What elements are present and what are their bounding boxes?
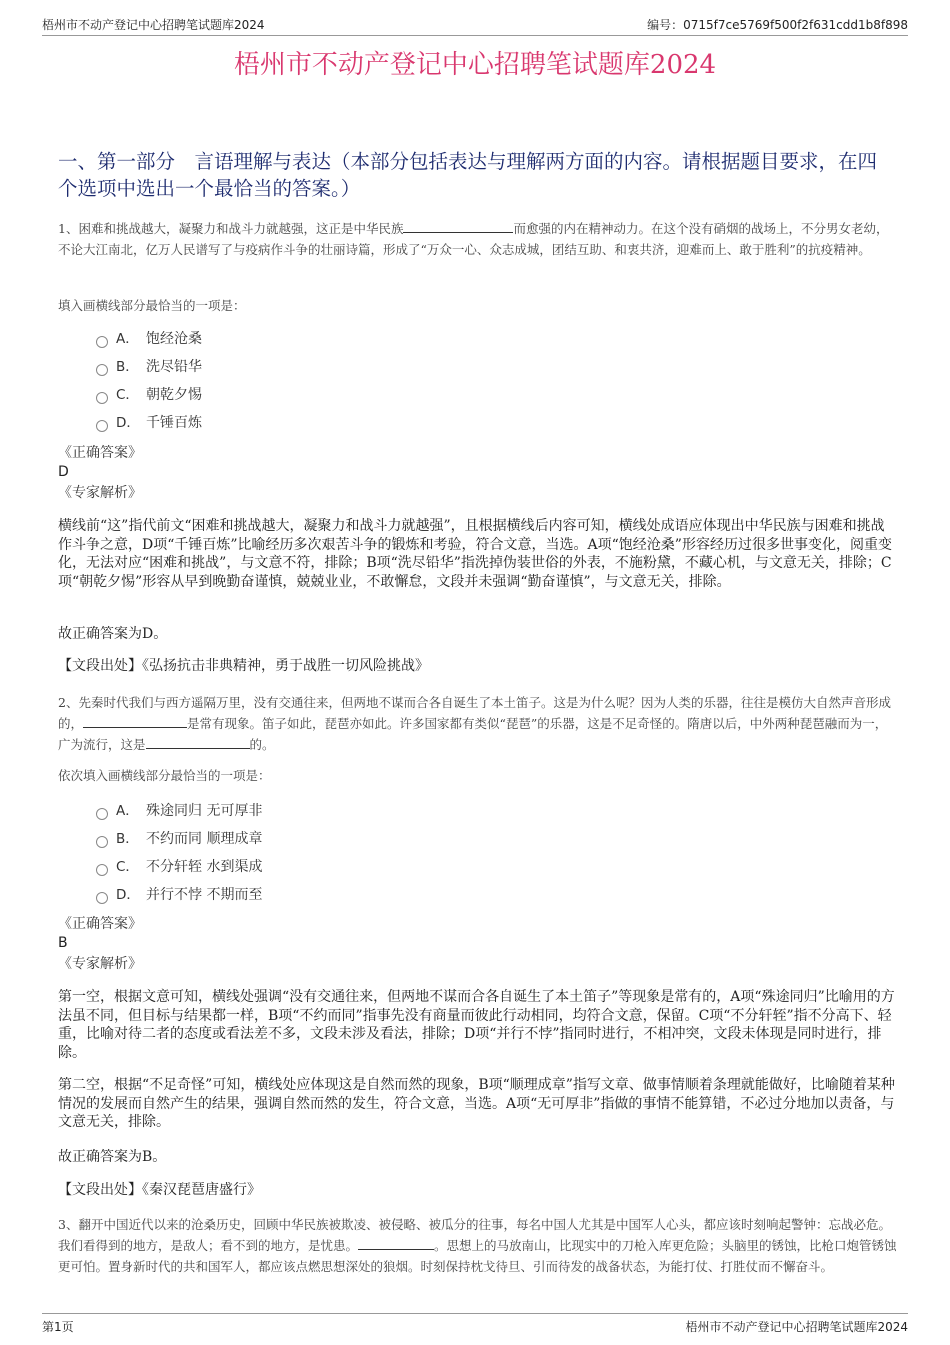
question-2-source: 【文段出处】《秦汉琵琶唐盛行》: [58, 1182, 261, 1198]
radio-icon[interactable]: [96, 392, 108, 404]
page-number: 第1页: [42, 1320, 74, 1334]
answer-blank: [403, 221, 513, 233]
question-1-analysis-label: 《专家解析》: [58, 485, 142, 501]
header-title: 梧州市不动产登记中心招聘笔试题库2024: [42, 18, 265, 32]
radio-icon[interactable]: [96, 364, 108, 376]
question-2-answer: B: [58, 935, 68, 951]
question-1-option-a[interactable]: A． 饱经沧桑: [96, 329, 202, 349]
radio-icon[interactable]: [96, 836, 108, 848]
question-1-stem: 1、困难和挑战越大，凝聚力和战斗力就越强，这正是中华民族 而愈强的内在精神动力。在这个没有硝烟的战场上，不分男女老幼，不论大江南北，亿万人民谱写了与疫病作斗争的壮丽诗篇，形成了“万众一心、众志成城，团结互助、和衷共济，迎难而上、敢于胜利”的抗疫精神。: [58, 221, 889, 257]
page-header: [42, 14, 908, 36]
question-2-analysis-2: 第二空，根据“不足奇怪”可知，横线处应体现这是自然而然的现象，B项“顺理成章”指写文章、做事情顺着条理就能做好，比喻随着某种情况的发展而自然产生的结果，强调自然而然的发生，符合文意，当选。A项“无可厚非”指做的事情不能算错，不必过分地加以责备，与文意无关，排除。: [58, 1077, 895, 1130]
question-2-analysis-1: 第一空，根据文意可知，横线处强调“没有交通往来，但两地不谋而合各自诞生了本土笛子”等现象是常有的，A项“殊途同归”比喻用的方法虽不同，但目标与结果都一样，B项“不约而同”指事先没有商量而彼此行动相同，均符合文意，保留。C项“不分轩轾”指不分高下、轻重，比喻对待二者的态度或看法差不多，文段未涉及看法，排除；D项“并行不悖”指同时进行，不相冲突，文段未体现是同时进行，排除。: [58, 989, 895, 1061]
question-1-option-c[interactable]: C． 朝乾夕惕: [96, 385, 202, 405]
answer-blank: [83, 716, 187, 728]
question-1-source: 【文段出处】《弘扬抗击非典精神，勇于战胜一切风险挑战》: [58, 658, 429, 674]
question-2-stem: 2、先秦时代我们与西方遥隔万里，没有交通往来，但两地不谋而合各自诞生了本土笛子。这是为什么呢？因为人类的乐器，往往是模仿大自然声音形成的， 是常有现象。笛子如此，琵琶亦如此。许多国家都有类似“琵琶”的乐器，这是不足奇怪的。隋唐以后，中外两种琵琶融而为一，广为流行，这是 的。: [58, 695, 891, 752]
answer-blank: [358, 1238, 434, 1250]
question-2-option-a[interactable]: A． 殊途同归 无可厚非: [96, 801, 262, 821]
question-1-prompt: 填入画横线部分最恰当的一项是：: [58, 298, 246, 313]
radio-icon[interactable]: [96, 808, 108, 820]
question-2-prompt: 依次填入画横线部分最恰当的一项是：: [58, 768, 271, 783]
question-1-answer-label: 《正确答案》: [58, 445, 142, 461]
header-doc-id: 编号：0715f7ce5769f500f2f631cdd1b8f898: [647, 18, 908, 32]
question-2-option-d[interactable]: D． 并行不悖 不期而至: [96, 885, 262, 905]
page-title: 梧州市不动产登记中心招聘笔试题库2024: [233, 50, 717, 80]
radio-icon[interactable]: [96, 892, 108, 904]
question-2-option-b[interactable]: B． 不约而同 顺理成章: [96, 829, 262, 849]
radio-icon[interactable]: [96, 420, 108, 432]
question-2-option-c[interactable]: C． 不分轩轾 水到渠成: [96, 857, 262, 877]
question-3-stem: 3、翻开中国近代以来的沧桑历史，回顾中华民族被欺凌、被侵略、被瓜分的往事，每名中国人尤其是中国军人心头，都应该时刻响起警钟：忘战必危。我们看得到的地方，是敌人；看不到的地方，是忧患。 。思想上的马放南山，比现实中的刀枪入库更危险；头脑里的锈蚀，比枪口炮管锈蚀更可怕。置身新时代的共和国军人，都应该点燃思想深处的狼烟。时刻保持枕戈待旦、引而待发的战备状态，为能打仗、打胜仗而不懈奋斗。: [58, 1217, 897, 1274]
question-1-option-d[interactable]: D． 千锤百炼: [96, 413, 202, 433]
question-2-conclusion: 故正确答案为B。: [58, 1149, 167, 1165]
radio-icon[interactable]: [96, 336, 108, 348]
question-1-analysis: 横线前“这”指代前文“困难和挑战越大，凝聚力和战斗力就越强”，且根据横线后内容可知，横线处成语应体现出中华民族与困难和挑战作斗争之意，D项“千锤百炼”比喻经历多次艰苦斗争的锻炼和考验，符合文意，当选。A项“饱经沧桑”形容经历过很多世事变化，阅重变化，无法对应“困难和挑战”，与文意不符，排除；B项“洗尽铅华”指洗掉伪装世俗的外表，不施粉黛，不藏心机，与文意无关，排除；C项“朝乾夕惕”形容从早到晚勤奋谨慎，兢兢业业，不敢懈怠，文段并未强调“勤奋谨慎”，与文意无关，排除。: [58, 518, 892, 590]
footer-title: 梧州市不动产登记中心招聘笔试题库2024: [685, 1320, 908, 1334]
answer-blank: [146, 737, 250, 749]
section-heading: 一、第一部分 言语理解与表达（本部分包括表达与理解两方面的内容。请根据题目要求，在四个选项中选出一个最恰当的答案。）: [58, 150, 878, 200]
question-2-answer-label: 《正确答案》: [58, 916, 142, 932]
radio-icon[interactable]: [96, 864, 108, 876]
question-1-conclusion: 故正确答案为D。: [58, 626, 168, 642]
question-1-option-b[interactable]: B． 洗尽铅华: [96, 357, 202, 377]
question-2-analysis-label: 《专家解析》: [58, 956, 142, 972]
page-footer: [42, 1313, 908, 1335]
question-1-answer: D: [58, 464, 69, 480]
